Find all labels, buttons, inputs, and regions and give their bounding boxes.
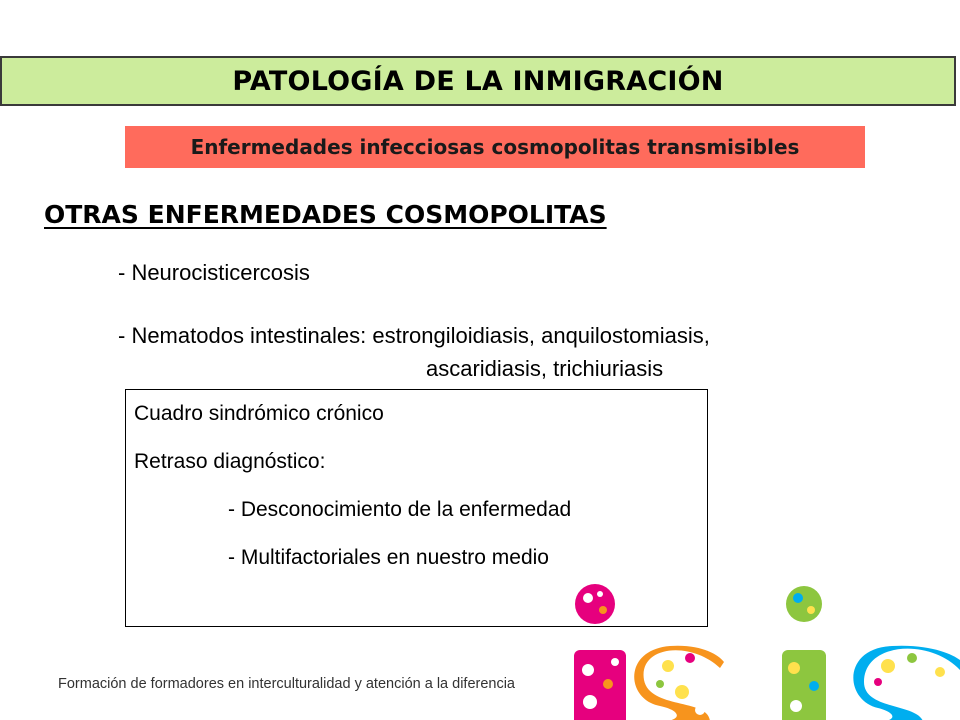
slide-title xyxy=(0,56,956,106)
section-heading: OTRAS ENFERMEDADES COSMOPOLITAS xyxy=(44,200,607,229)
info-box-line-multifactoriales: - Multifactoriales en nuestro medio xyxy=(228,546,549,569)
slide-title-text: PATOLOGÍA DE LA INMIGRACIÓN xyxy=(232,65,724,97)
slide-subtitle-text: Enfermedades infecciosas cosmopolitas transmisibles xyxy=(190,135,800,159)
info-box-line-desconocimiento: - Desconocimiento de la enfermedad xyxy=(228,498,572,521)
list-item-nematodos-continuation: ascaridiasis, trichiuriasis xyxy=(426,356,664,381)
info-box-line-cuadro: Cuadro sindrómico crónico xyxy=(134,402,384,425)
slide-subtitle xyxy=(125,126,865,168)
list-item-neurocisticercosis: - Neurocisticercosis xyxy=(118,260,310,285)
isis-dotted-logo-icon xyxy=(560,580,960,720)
footer-text: Formación de formadores en interculturalidad y atención a la diferencia xyxy=(58,676,515,692)
list-item-nematodos: - Nematodos intestinales: estrongiloidiasis, anquilostomiasis, xyxy=(118,323,710,348)
info-box-line-retraso: Retraso diagnóstico: xyxy=(134,450,326,473)
